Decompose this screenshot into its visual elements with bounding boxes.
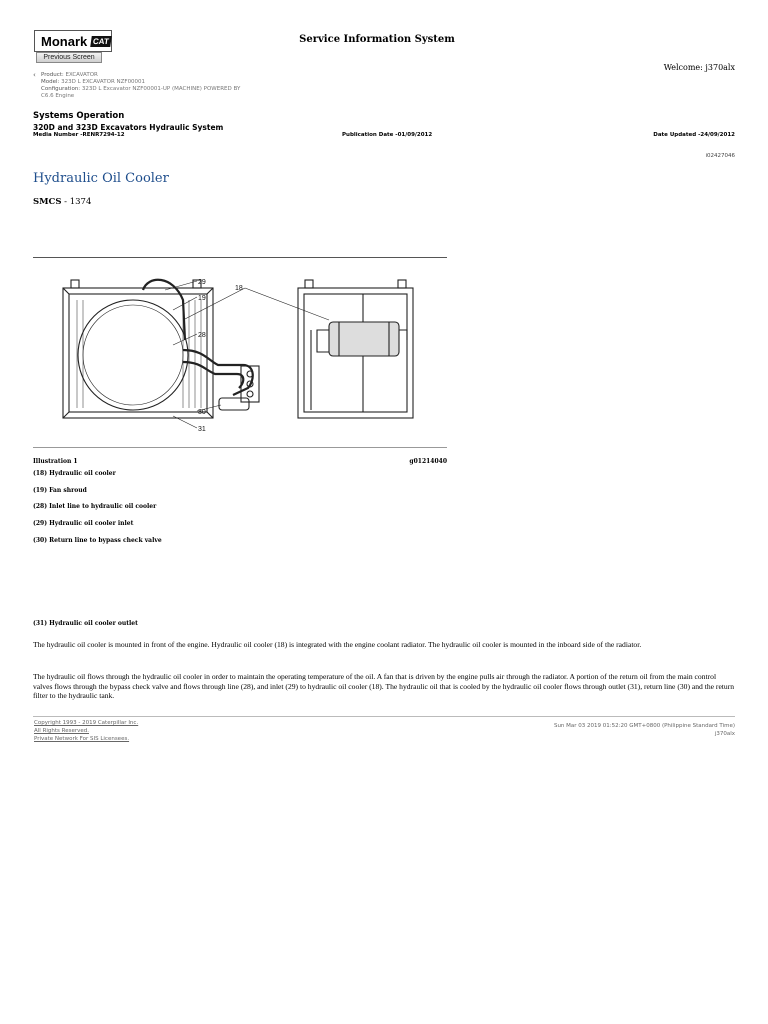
network-link[interactable]: Private Network For SIS Licensees. bbox=[34, 736, 130, 742]
callout-19: 19 bbox=[198, 295, 206, 302]
chevron-left-icon[interactable]: ‹ bbox=[33, 71, 36, 79]
legend-item: (30) Return line to bypass check valve bbox=[33, 537, 162, 544]
config-value: 323D L Excavator NZF00001-UP (MACHINE) POWERED BY bbox=[81, 86, 241, 92]
date-updated: Date Updated -24/09/2012 bbox=[653, 132, 735, 138]
document-id: i02427046 bbox=[705, 153, 735, 159]
fan-shroud bbox=[78, 300, 188, 410]
footer-user: j370alx bbox=[714, 731, 735, 737]
media-number: Media Number -RENR7294-12 bbox=[33, 132, 125, 138]
footer-divider bbox=[33, 716, 735, 717]
cat-logo-badge: CAT bbox=[90, 36, 111, 47]
product-label: Product: bbox=[41, 72, 64, 78]
callout-31: 31 bbox=[198, 426, 206, 433]
smcs-value: - 1374 bbox=[61, 197, 92, 207]
model-label: Model: bbox=[41, 79, 60, 85]
callout-18: 18 bbox=[235, 285, 243, 292]
callout-28: 28 bbox=[198, 332, 206, 339]
hydraulic-oil-cooler-illustration bbox=[33, 270, 447, 442]
illustration-label: Illustration 1 bbox=[33, 458, 78, 465]
document-subtitle: 320D and 323D Excavators Hydraulic System bbox=[33, 123, 224, 132]
breadcrumb bbox=[41, 72, 240, 100]
callout-29: 29 bbox=[198, 279, 206, 286]
monark-logo bbox=[34, 30, 112, 52]
illustration-caption bbox=[33, 458, 447, 465]
model-value: 323D L EXCAVATOR NZF00001 bbox=[61, 79, 146, 85]
config-label: Configuration: bbox=[41, 86, 81, 92]
section-heading: Systems Operation bbox=[33, 111, 125, 121]
illustration-id: g01214040 bbox=[409, 458, 447, 465]
product-value: EXCAVATOR bbox=[65, 72, 98, 78]
smcs-label: SMCS bbox=[33, 197, 62, 207]
rights-link[interactable]: All Rights Reserved. bbox=[34, 728, 90, 734]
legend-item: (19) Fan shroud bbox=[33, 487, 87, 494]
publication-date: Publication Date -01/09/2012 bbox=[342, 132, 433, 138]
legend-item: (29) Hydraulic oil cooler inlet bbox=[33, 520, 134, 527]
divider bbox=[33, 257, 447, 258]
system-title: Service Information System bbox=[299, 34, 455, 45]
timestamp: Sun Mar 03 2019 01:52:20 GMT+0800 (Philippine Standard Time) bbox=[553, 723, 735, 729]
previous-screen-button[interactable]: Previous Screen bbox=[36, 52, 102, 63]
copyright-link[interactable]: Copyright 1993 - 2019 Caterpillar Inc. bbox=[34, 720, 139, 726]
legend-item: (31) Hydraulic oil cooler outlet bbox=[33, 620, 138, 627]
callout-30: 30 bbox=[198, 409, 206, 416]
logo-text: Monark bbox=[41, 33, 88, 49]
page-title: Hydraulic Oil Cooler bbox=[33, 171, 169, 186]
body-paragraph: The hydraulic oil cooler is mounted in front of the engine. Hydraulic oil cooler (18) is integrated with the engine coolant radiator. The hydraulic oil cooler is mounted in the inboard side of the radiator. bbox=[33, 640, 642, 649]
smcs-code bbox=[33, 197, 91, 207]
config-value-line2: C6.6 Engine bbox=[41, 93, 75, 99]
illustration-divider bbox=[33, 447, 447, 448]
body-paragraph: The hydraulic oil flows through the hydraulic oil cooler in order to maintain the operating temperature of the oil. A fan that is driven by the engine pulls air through the radiator. A portion of the return oil from the main control valves flows through the bypass check valve and flows through line (28), and inlet (29) to hydraulic oil cooler (18). The hydraulic oil that is cooled by the hydraulic oil cooler flows through outlet (31), return line (30) and the return filter to the hydraulic tank. bbox=[33, 672, 735, 700]
welcome-user: Welcome: j370alx bbox=[663, 63, 735, 72]
legend-item: (18) Hydraulic oil cooler bbox=[33, 470, 116, 477]
legend-item: (28) Inlet line to hydraulic oil cooler bbox=[33, 503, 157, 510]
radiator-frame bbox=[63, 288, 213, 418]
